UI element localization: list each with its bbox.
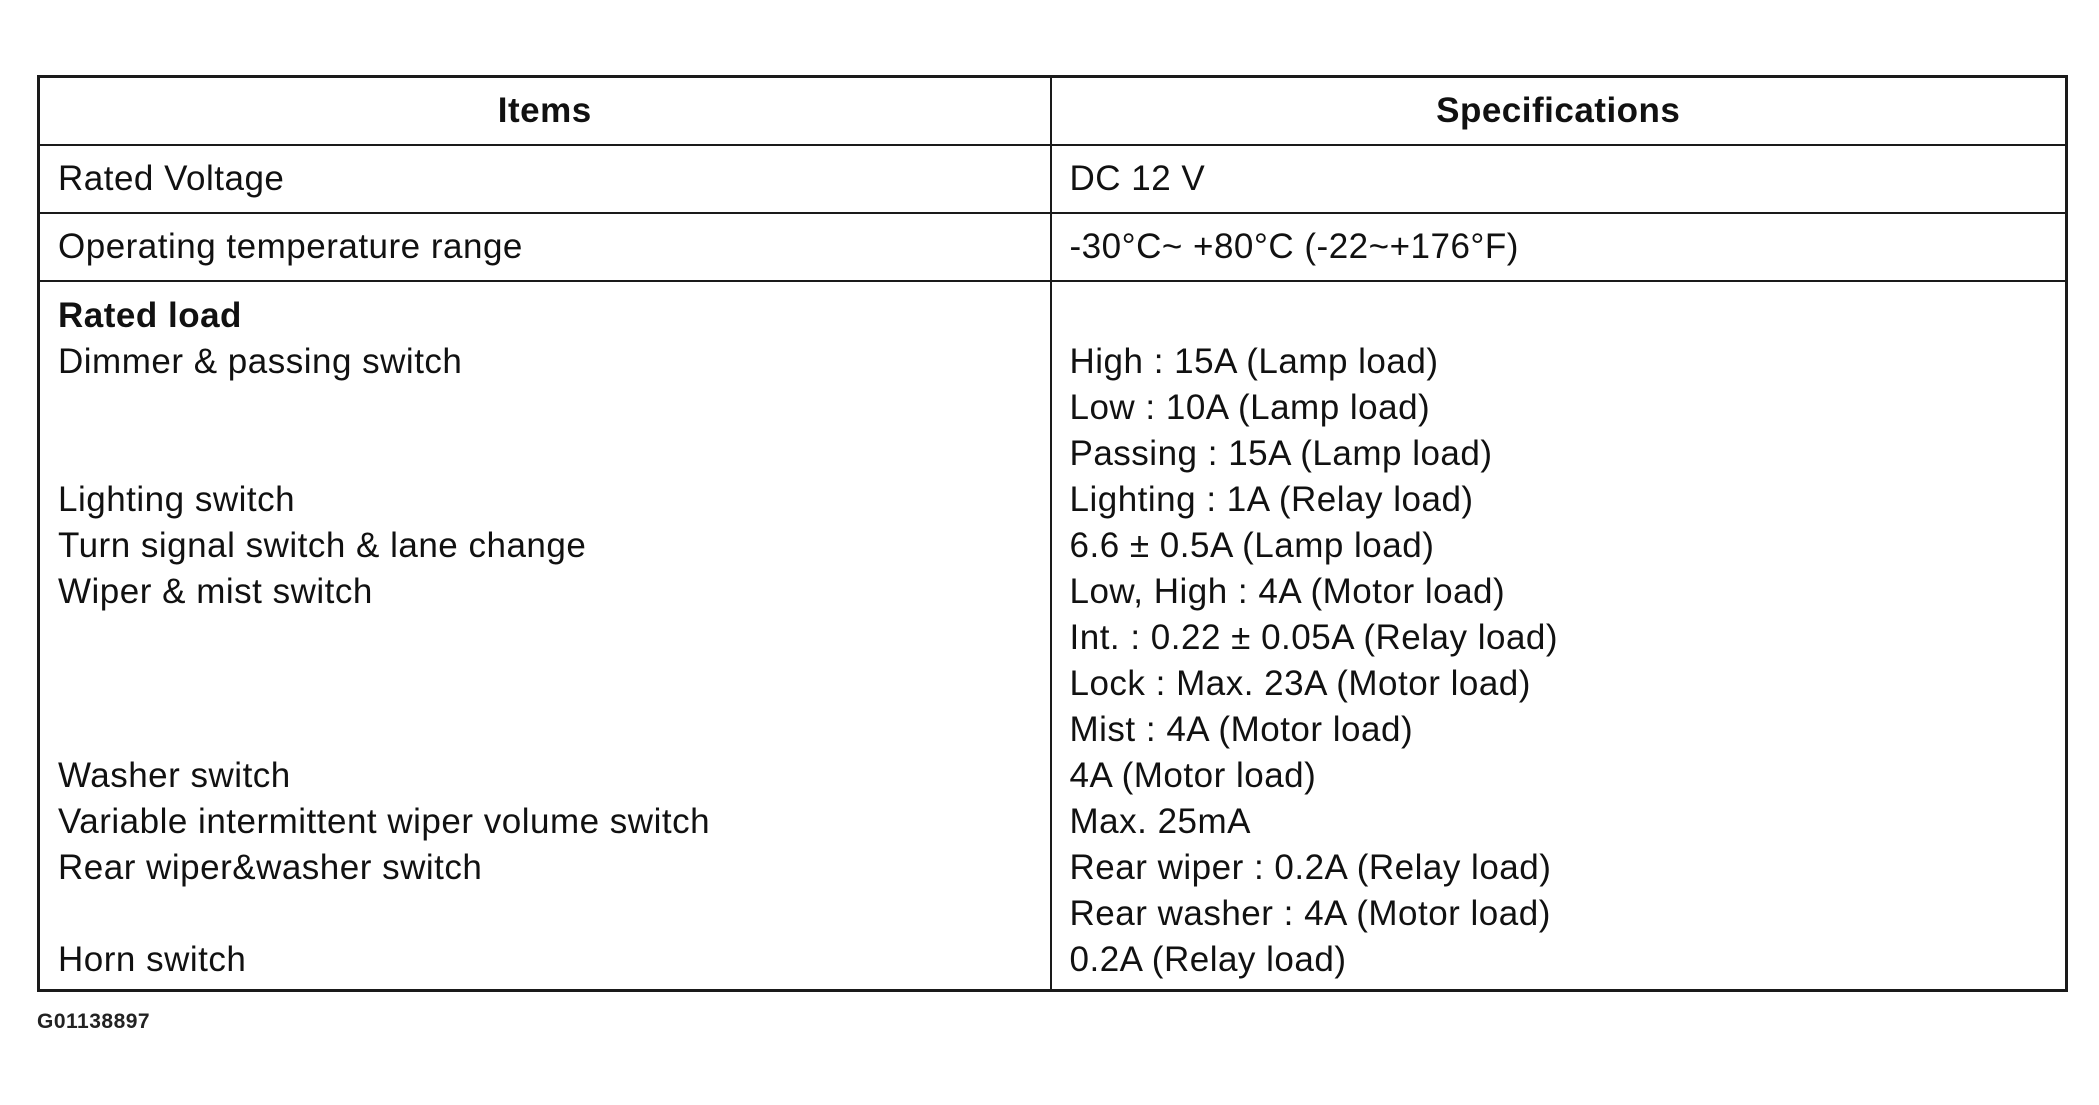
load-spec: Passing : 15A (Lamp load) [1069, 434, 1493, 473]
rated-load-heading: Rated load [58, 296, 242, 335]
load-spec: Rear wiper : 0.2A (Relay load) [1069, 848, 1552, 887]
load-item [58, 891, 1032, 937]
load-spec: Max. 25mA [1069, 802, 1251, 841]
load-spec: 4A (Motor load) [1069, 756, 1317, 795]
load-item: Horn switch [58, 940, 247, 979]
load-item: Washer switch [58, 756, 291, 795]
table-row [39, 145, 2067, 213]
load-item: Turn signal switch & lane change [58, 526, 587, 565]
load-item: Lighting switch [58, 480, 296, 519]
table-row [39, 213, 2067, 281]
item-rated-voltage: Rated Voltage [39, 145, 1051, 213]
load-spec: Int. : 0.22 ± 0.05A (Relay load) [1069, 618, 1559, 657]
header-specifications: Specifications [1051, 77, 2067, 146]
load-item: Dimmer & passing switch [58, 342, 463, 381]
load-spec: Low : 10A (Lamp load) [1069, 388, 1431, 427]
load-item: Wiper & mist switch [58, 572, 373, 611]
rated-load-items-cell [39, 281, 1051, 991]
load-spec: Low, High : 4A (Motor load) [1069, 572, 1506, 611]
load-item [58, 385, 1032, 431]
rated-load-row [39, 281, 2067, 991]
load-spec: Rear washer : 4A (Motor load) [1069, 894, 1551, 933]
rated-load-specs-cell [1051, 281, 2067, 991]
load-item: Rear wiper&washer switch [58, 848, 483, 887]
table-header-row [39, 77, 2067, 146]
spec-operating-temperature: -30°C~ +80°C (-22~+176°F) [1051, 213, 2067, 281]
specifications-table [37, 75, 2068, 992]
load-spec: High : 15A (Lamp load) [1069, 342, 1439, 381]
load-item [58, 661, 1032, 707]
load-spec: Mist : 4A (Motor load) [1069, 710, 1414, 749]
load-spec: Lighting : 1A (Relay load) [1069, 480, 1474, 519]
load-item [58, 431, 1032, 477]
item-operating-temperature: Operating temperature range [39, 213, 1051, 281]
load-spec: 0.2A (Relay load) [1069, 940, 1347, 979]
figure-id: G01138897 [37, 1010, 151, 1033]
load-spec: Lock : Max. 23A (Motor load) [1069, 664, 1531, 703]
spec-rated-voltage: DC 12 V [1051, 145, 2067, 213]
load-spec: 6.6 ± 0.5A (Lamp load) [1069, 526, 1435, 565]
load-item [58, 707, 1032, 753]
load-spec-spacer [1070, 293, 2048, 339]
header-items: Items [39, 77, 1051, 146]
load-item [58, 615, 1032, 661]
load-item: Variable intermittent wiper volume switch [58, 802, 711, 841]
